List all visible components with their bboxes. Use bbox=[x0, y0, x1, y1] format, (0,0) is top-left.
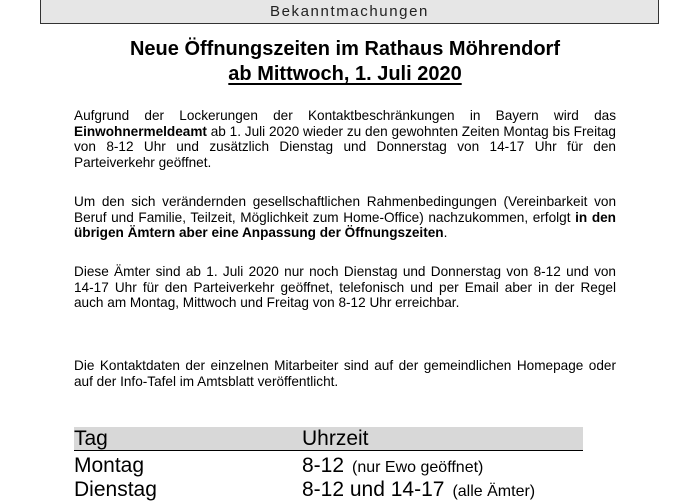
paragraph1-bold: Einwohnermeldeamt bbox=[74, 123, 207, 139]
paragraph1-pre: Aufgrund der Lockerungen der Kontaktbeschränkungen in Bayern wird das bbox=[74, 108, 616, 123]
table-time-note: (nur Ewo geöffnet) bbox=[352, 459, 484, 476]
paragraph1-post: ab 1. Juli 2020 wieder zu den gewohnten Zeiten Montag bis Freitag von 8-12 Uhr und zusätzlich Dienstag und Donnerstag von 14-17 Uhr für den Parteiverkehr geöffnet. bbox=[74, 123, 616, 170]
table-time-value: 8-12 bbox=[302, 454, 345, 477]
table-row bbox=[74, 478, 583, 502]
table-time-note: (alle Ämter) bbox=[452, 483, 536, 500]
section-header: Bekanntmachungen bbox=[40, 0, 659, 24]
page-subtitle bbox=[0, 60, 690, 88]
table-cell-day: Dienstag bbox=[74, 478, 157, 501]
paragraph-aemter-zeiten: Diese Ämter sind ab 1. Juli 2020 nur noch Dienstag und Donnerstag von 8-12 und von 14-17 Uhr für den Parteiverkehr geöffnet, telefonisch und per Email aber in der Regel auch am Montag, Mittwoch und Freitag von 8-12 Uhr erreichbar. bbox=[74, 264, 616, 310]
table-header-time: Uhrzeit bbox=[302, 427, 369, 450]
table-header-day: Tag bbox=[74, 427, 108, 450]
table-header-row bbox=[74, 427, 583, 451]
paragraph2-post: . bbox=[443, 225, 448, 240]
table-cell-day: Montag bbox=[74, 454, 145, 477]
paragraph2-bold: in den übrigen Ämtern aber eine Anpassung der Öffnungszeiten bbox=[74, 209, 616, 240]
table-time-value: 8-12 und 14-17 bbox=[302, 478, 445, 501]
subtitle-text: ab Mittwoch, 1. Juli 2020 bbox=[228, 63, 462, 85]
table-cell-time bbox=[302, 478, 535, 504]
table-cell-time bbox=[302, 454, 483, 480]
paragraph2-pre: Um den sich verändernden gesellschaftlichen Rahmenbedingungen (Vereinbarkeit von Beruf und Familie, Teilzeit, Möglichkeit zum Home-Office) nachzukommen, erfolgt bbox=[74, 194, 616, 225]
paragraph-kontaktdaten: Die Kontaktdaten der einzelnen Mitarbeiter sind auf der gemeindlichen Homepage oder auf der Info-Tafel im Amtsblatt veröffentlicht. bbox=[74, 358, 616, 389]
paragraph-rahmenbedingungen bbox=[74, 194, 616, 241]
paragraph-einwohnermeldeamt bbox=[74, 108, 616, 170]
page-title: Neue Öffnungszeiten im Rathaus Möhrendorf bbox=[129, 38, 561, 60]
table-row bbox=[74, 454, 583, 478]
